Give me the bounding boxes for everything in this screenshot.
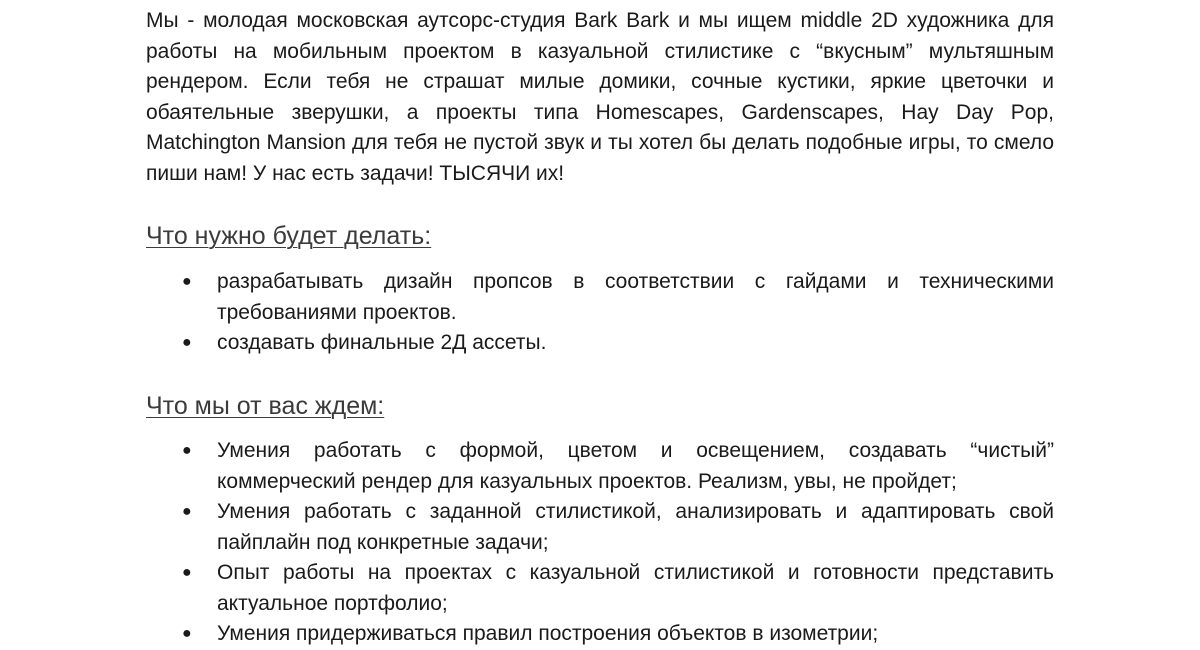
- list-item-text: Умения придерживаться правил построения объектов в изометрии;: [217, 622, 879, 645]
- list-item-text: создавать финальные 2Д ассеты.: [217, 331, 547, 354]
- tasks-list: [0, 267, 1200, 359]
- bullet-icon: ●: [182, 503, 192, 520]
- list-item: [0, 328, 1054, 359]
- intro-paragraph: Мы - молодая московская аутсорс-студия Bark Bark и мы ищем middle 2D художника для работы на мобильным проектом в казуальной стилистике с “вкусным” мультяшным рендером. Если тебя не страшат милые домики, сочные кустики, яркие цветочки и обаятельные зверушки, а проекты типа Homescapes, Gardenscapes, Hay Day Pop, Matchington Mansion для тебя не пустой звук и ты хотел бы делать подобные игры, то смело пиши нам! У нас есть задачи! ТЫСЯЧИ их!: [146, 9, 1054, 185]
- list-item: [0, 436, 1054, 497]
- list-item-text: Умения работать с заданной стилистикой, анализировать и адаптировать свой пайплайн под конкретные задачи;: [217, 500, 1054, 554]
- list-item: [0, 619, 1054, 650]
- list-item: [0, 497, 1054, 558]
- bullet-icon: ●: [182, 625, 192, 642]
- bullet-icon: ●: [182, 564, 192, 581]
- bullet-icon: ●: [182, 334, 192, 351]
- list-item-text: Умения работать с формой, цветом и освещением, создавать “чистый” коммерческий рендер для казуальных проектов. Реализм, увы, не пройдет;: [217, 439, 1054, 493]
- list-item-text: Опыт работы на проектах с казуальной стилистикой и готовности представить актуальное портфолио;: [217, 561, 1054, 615]
- bullet-icon: ●: [182, 273, 192, 290]
- requirements-list: [0, 436, 1200, 650]
- list-item: [0, 267, 1054, 328]
- section-heading-requirements: Что мы от вас ждем:: [146, 392, 385, 420]
- section-heading-tasks: Что нужно будет делать:: [146, 222, 432, 250]
- list-item: [0, 558, 1054, 619]
- list-item-text: разрабатывать дизайн пропсов в соответствии с гайдами и техническими требованиями проектов.: [217, 270, 1054, 324]
- bullet-icon: ●: [182, 442, 192, 459]
